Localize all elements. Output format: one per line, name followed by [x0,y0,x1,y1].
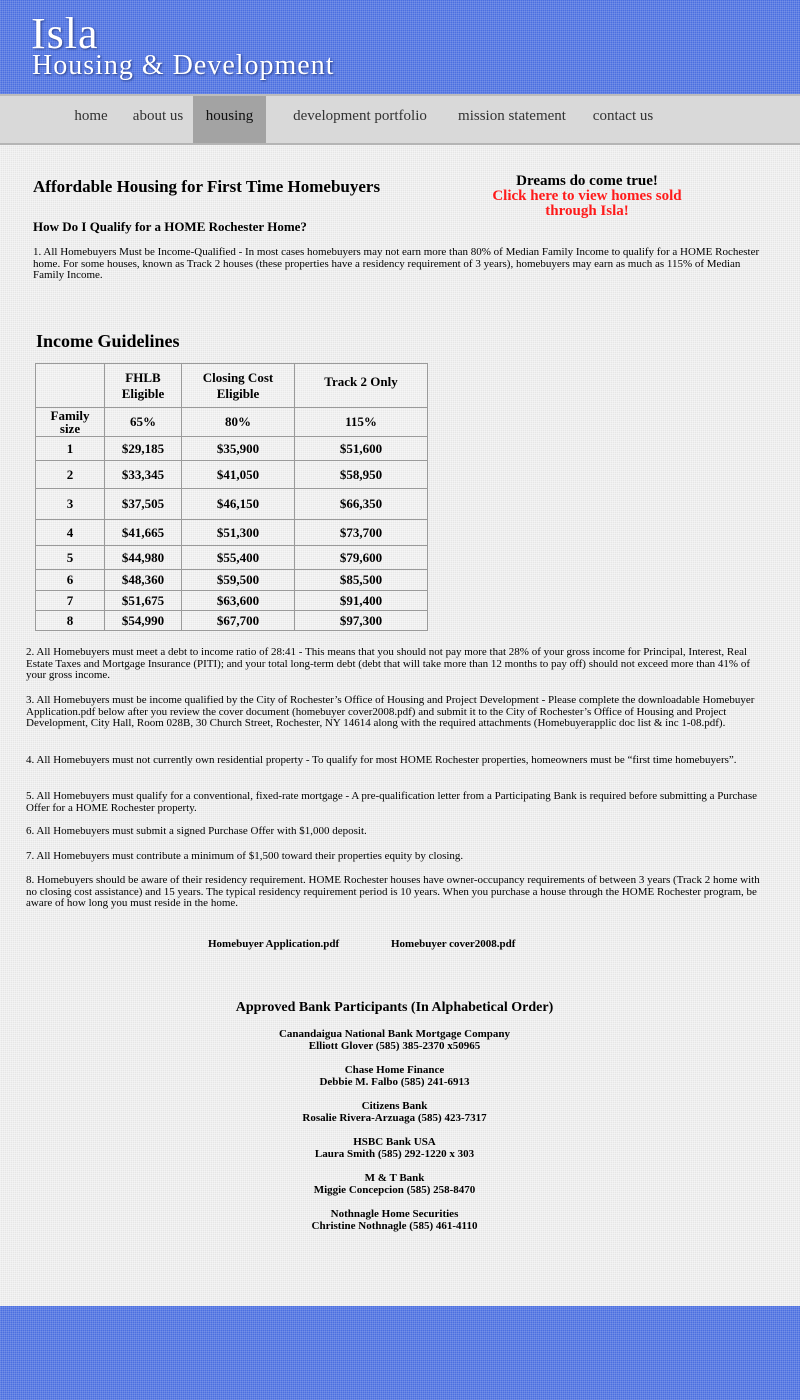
income-guidelines-heading: Income Guidelines [36,331,180,351]
qualify-heading: How Do I Qualify for a HOME Rochester Home? [33,219,307,234]
homebuyer-cover-link[interactable]: Homebuyer cover2008.pdf [391,938,516,950]
logo-subtitle[interactable]: Housing & Development [32,50,335,81]
table-cell: 8 [36,611,105,631]
bank-entry [0,1208,789,1232]
table-percent-cell: 80% [182,408,295,437]
table-cell: $51,300 [182,520,295,546]
table-cell: $41,665 [105,520,182,546]
nav-housing[interactable]: housing [193,96,266,143]
table-cell: $97,300 [295,611,428,631]
table-row [36,461,428,489]
requirement-8: 8. Homebuyers should be aware of their residency requirement. HOME Rochester houses have owner-occupancy requirements of between 3 years (Track 2 home with no closing cost assistance) and 15 years. The typical residency requirement period is 10 years. When you purchase a house through the HOME Rochester program, be aware of how long you must reside in the home. [26,874,760,909]
bank-name: HSBC Bank USA [353,1136,436,1148]
table-cell: $44,980 [105,546,182,570]
table-cell: $91,400 [295,591,428,611]
table-header-fhlb: FHLB Eligible [105,364,182,408]
table-cell: $48,360 [105,570,182,591]
homes-sold-link[interactable] [478,189,696,219]
table-cell: $59,500 [182,570,295,591]
table-cell: 3 [36,489,105,520]
table-row [36,437,428,461]
bank-name: Chase Home Finance [344,1064,445,1076]
bank-entry [0,1028,789,1052]
requirement-6: 6. All Homebuyers must submit a signed Purchase Offer with $1,000 deposit. [26,825,367,837]
requirement-4: 4. All Homebuyers must not currently own residential property - To qualify for most HOME Rochester properties, homeowners must be “first time homebuyers”. [26,754,737,766]
table-cell: $66,350 [295,489,428,520]
nav-home[interactable]: home [74,108,108,124]
banks-heading: Approved Bank Participants (In Alphabetical Order) [235,1000,554,1015]
table-cell: $51,600 [295,437,428,461]
table-family-size-header: Family size [36,408,105,437]
table-row [36,570,428,591]
page-title: Affordable Housing for First Time Homebuyers [33,177,381,196]
table-cell: $79,600 [295,546,428,570]
bank-name: M & T Bank [364,1172,425,1184]
homes-sold-link-line2[interactable]: through Isla! [545,203,629,219]
bank-contact: Miggie Concepcion (585) 258-8470 [313,1184,476,1196]
table-subheader-row [36,408,428,437]
table-cell: 4 [36,520,105,546]
requirement-2: 2. All Homebuyers must meet a debt to income ratio of 28:41 - This means that you should not pay more that 28% of your gross income for Principal, Interest, Real Estate Taxes and Mortgage Insurance (PITI); and your total long-term debt (debt that will take more than 12 months to pay off) should not exceed more than 41% of your gross income. [26,646,751,681]
table-cell: $41,050 [182,461,295,489]
table-cell: $73,700 [295,520,428,546]
requirement-1: 1. All Homebuyers Must be Income-Qualified - In most cases homebuyers may not earn more than 80% of Median Family Income to qualify for a HOME Rochester home. For some houses, known as Track 2 houses (these properties have a residency requirement of 3 years), homebuyers may earn as much as 115% of Median Family Income. [33,246,760,281]
bank-contact: Debbie M. Falbo (585) 241-6913 [319,1076,470,1088]
homes-sold-link-line1[interactable]: Click here to view homes sold [492,188,682,204]
table-cell: 2 [36,461,105,489]
table-cell: $51,675 [105,591,182,611]
table-row [36,489,428,520]
bank-entry [0,1100,789,1124]
nav-about-us[interactable]: about us [132,108,184,124]
table-cell: $29,185 [105,437,182,461]
table-cell: 7 [36,591,105,611]
table-header-closing-cost: Closing Cost Eligible [182,364,295,408]
bank-contact: Elliott Glover (585) 385-2370 x50965 [308,1040,481,1052]
table-percent-cell: 115% [295,408,428,437]
bank-entry [0,1136,789,1160]
table-row [36,591,428,611]
table-percent-cell: 65% [105,408,182,437]
homebuyer-application-link[interactable]: Homebuyer Application.pdf [208,938,340,950]
table-header-track2: Track 2 Only [295,364,428,408]
nav-mission-statement[interactable]: mission statement [458,108,566,124]
requirement-7: 7. All Homebuyers must contribute a minimum of $1,500 toward their properties equity by closing. [26,850,464,862]
bank-name: Canandaigua National Bank Mortgage Company [278,1028,511,1040]
bank-contact: Rosalie Rivera-Arzuaga (585) 423-7317 [302,1112,487,1124]
table-cell: $55,400 [182,546,295,570]
bank-participants [0,1000,789,1244]
table-cell: 5 [36,546,105,570]
promo-box [478,174,696,219]
nav-development-portfolio[interactable]: development portfolio [293,108,427,124]
table-row [36,611,428,631]
main-nav [0,94,800,145]
table-cell: $46,150 [182,489,295,520]
table-cell: $67,700 [182,611,295,631]
requirement-3: 3. All Homebuyers must be income qualified by the City of Rochester’s Office of Housing and Project Development - Please complete the downloadable Homebuyer Application.pdf below after you review the cover document (homebuyer cover2008.pdf) and submit it to the City of Rochester’s Office of Housing and Project Development, City Hall, Room 028B, 30 Church Street, Rochester, NY 14614 along with the required attachments (Homebuyerapplic doc list & inc 1-08.pdf). [26,694,755,729]
bank-entry [0,1064,789,1088]
nav-contact-us[interactable]: contact us [592,108,654,124]
table-header-row [36,364,428,408]
requirement-5: 5. All Homebuyers must qualify for a conventional, fixed-rate mortgage - A pre-qualification letter from a Participating Bank is required before submitting a Purchase Offer for a HOME Rochester property. [26,790,757,814]
logo-title[interactable]: Isla [31,9,99,58]
bank-name: Citizens Bank [361,1100,428,1112]
table-cell: $63,600 [182,591,295,611]
promo-tagline: Dreams do come true! [516,173,658,189]
table-cell: $58,950 [295,461,428,489]
table-header-cell [36,364,105,408]
income-table [35,363,428,631]
table-cell: $33,345 [105,461,182,489]
table-cell: $37,505 [105,489,182,520]
bank-contact: Laura Smith (585) 292-1220 x 303 [314,1148,475,1160]
table-row [36,546,428,570]
table-row [36,520,428,546]
bank-contact: Christine Nothnagle (585) 461-4110 [311,1220,478,1232]
table-cell: 6 [36,570,105,591]
table-cell: 1 [36,437,105,461]
table-cell: $54,990 [105,611,182,631]
bank-name: Nothnagle Home Securities [330,1208,459,1220]
table-cell: $85,500 [295,570,428,591]
table-cell: $35,900 [182,437,295,461]
site-footer [0,1306,800,1400]
bank-entry [0,1172,789,1196]
site-header [0,0,800,94]
